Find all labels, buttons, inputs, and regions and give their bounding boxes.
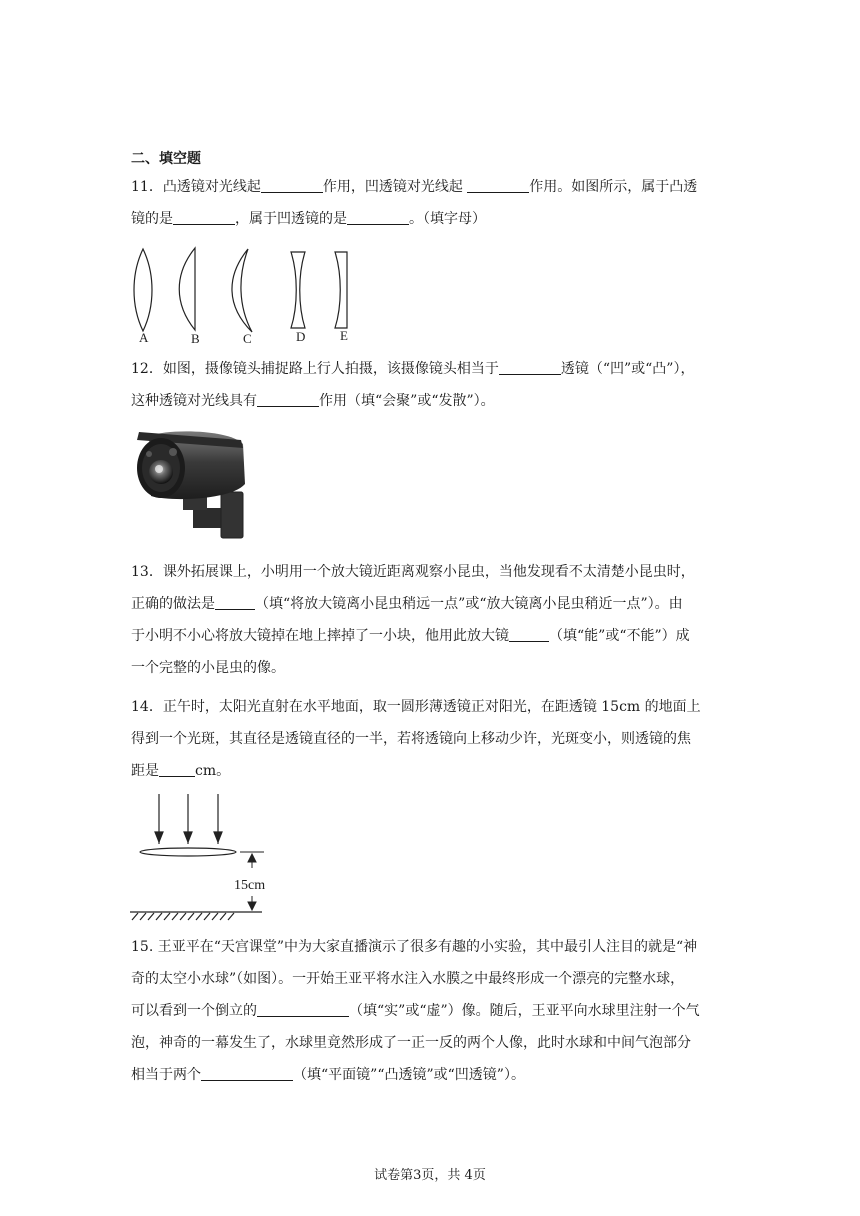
- lens-sunlight-diagram: [128, 792, 268, 922]
- ground: [130, 912, 262, 920]
- arrow-icon: [155, 832, 163, 842]
- lens-shapes-figure: [126, 244, 366, 348]
- blank[interactable]: [467, 174, 529, 193]
- blank[interactable]: [215, 591, 255, 610]
- blank[interactable]: [347, 206, 409, 225]
- blank[interactable]: [201, 1062, 293, 1081]
- lens-b-planoconvex: [179, 248, 195, 330]
- blank[interactable]: [499, 356, 561, 375]
- arrow-icon: [214, 832, 222, 842]
- blank[interactable]: [261, 174, 323, 193]
- question-13: 13．课外拓展课上，小明用一个放大镜近距离观察小昆虫，当他发现看不太清楚小昆虫时， 正确的做法是 （填“将放大镜离小昆虫稍远一点”或“放大镜离小昆虫稍近一点”）。由 于小明不小心将放大镜掉在地上摔掉了一小块，他用此放大镜 （填“能”或“不能”）成 一个完整的小昆虫的像。: [131, 564, 695, 676]
- blank[interactable]: [257, 998, 349, 1017]
- camera-mount: [221, 492, 243, 538]
- blank[interactable]: [509, 623, 549, 642]
- blank[interactable]: [173, 206, 235, 225]
- label-d: D: [296, 329, 306, 344]
- lens-c-meniscus: [232, 249, 252, 332]
- lens-d-biconcave: [291, 252, 305, 328]
- question-14: 14．正午时，太阳光直射在水平地面，取一圆形薄透镜正对阳光，在距透镜 15cm 的地面上 得到一个光斑，其直径是透镜直径的一半，若将透镜向上移动少许，光斑变小，则透镜的焦 距是 cm。: [131, 699, 701, 779]
- arrow-icon: [184, 832, 192, 842]
- page-footer: 试卷第3页，共 4页: [374, 1168, 486, 1183]
- label-c: C: [243, 331, 252, 346]
- thin-lens: [140, 848, 236, 856]
- label-e: E: [340, 328, 348, 343]
- label-a: A: [139, 330, 149, 345]
- security-camera-image: [131, 428, 273, 540]
- label-b: B: [191, 331, 200, 346]
- question-11: 11．凸透镜对光线起 作用，凹透镜对光线起 作用。如图所示，属于凸透 镜的是 ，属于凹透镜的是 。（填字母）: [131, 171, 731, 235]
- blank[interactable]: [159, 758, 195, 777]
- lens-a-biconvex: [134, 249, 152, 331]
- question-15: 15. 王亚平在“天宫课堂”中为大家直播演示了很多有趣的小实验，其中最引人注目的就是“神 奇的太空小水球”（如图）。一开始王亚平将水注入水膜之中最终形成一个漂亮的完整水球， 可以看到一个倒立的 （填“实”或“虚”）像。随后，王亚平向水球里注射一个气 泡，神奇的一幕发生了，水球里竟然形成了一正一反的两个人像，此时水球和中间气泡部分 相当于两个 （填“平面镜”“凸透镜”或“凹透镜”）。: [131, 939, 700, 1083]
- distance-label: 15cm: [234, 878, 266, 893]
- lens-e-planoconcave: [335, 252, 347, 328]
- blank[interactable]: [257, 388, 319, 407]
- question-12: 12．如图，摄像镜头捕捉路上行人拍摄，该摄像镜头相当于 透镜（“凹”或“凸”）， 这种透镜对光线具有 作用（填“会聚”或“发散”）。: [131, 353, 731, 417]
- section-title: 二、填空题: [131, 151, 201, 167]
